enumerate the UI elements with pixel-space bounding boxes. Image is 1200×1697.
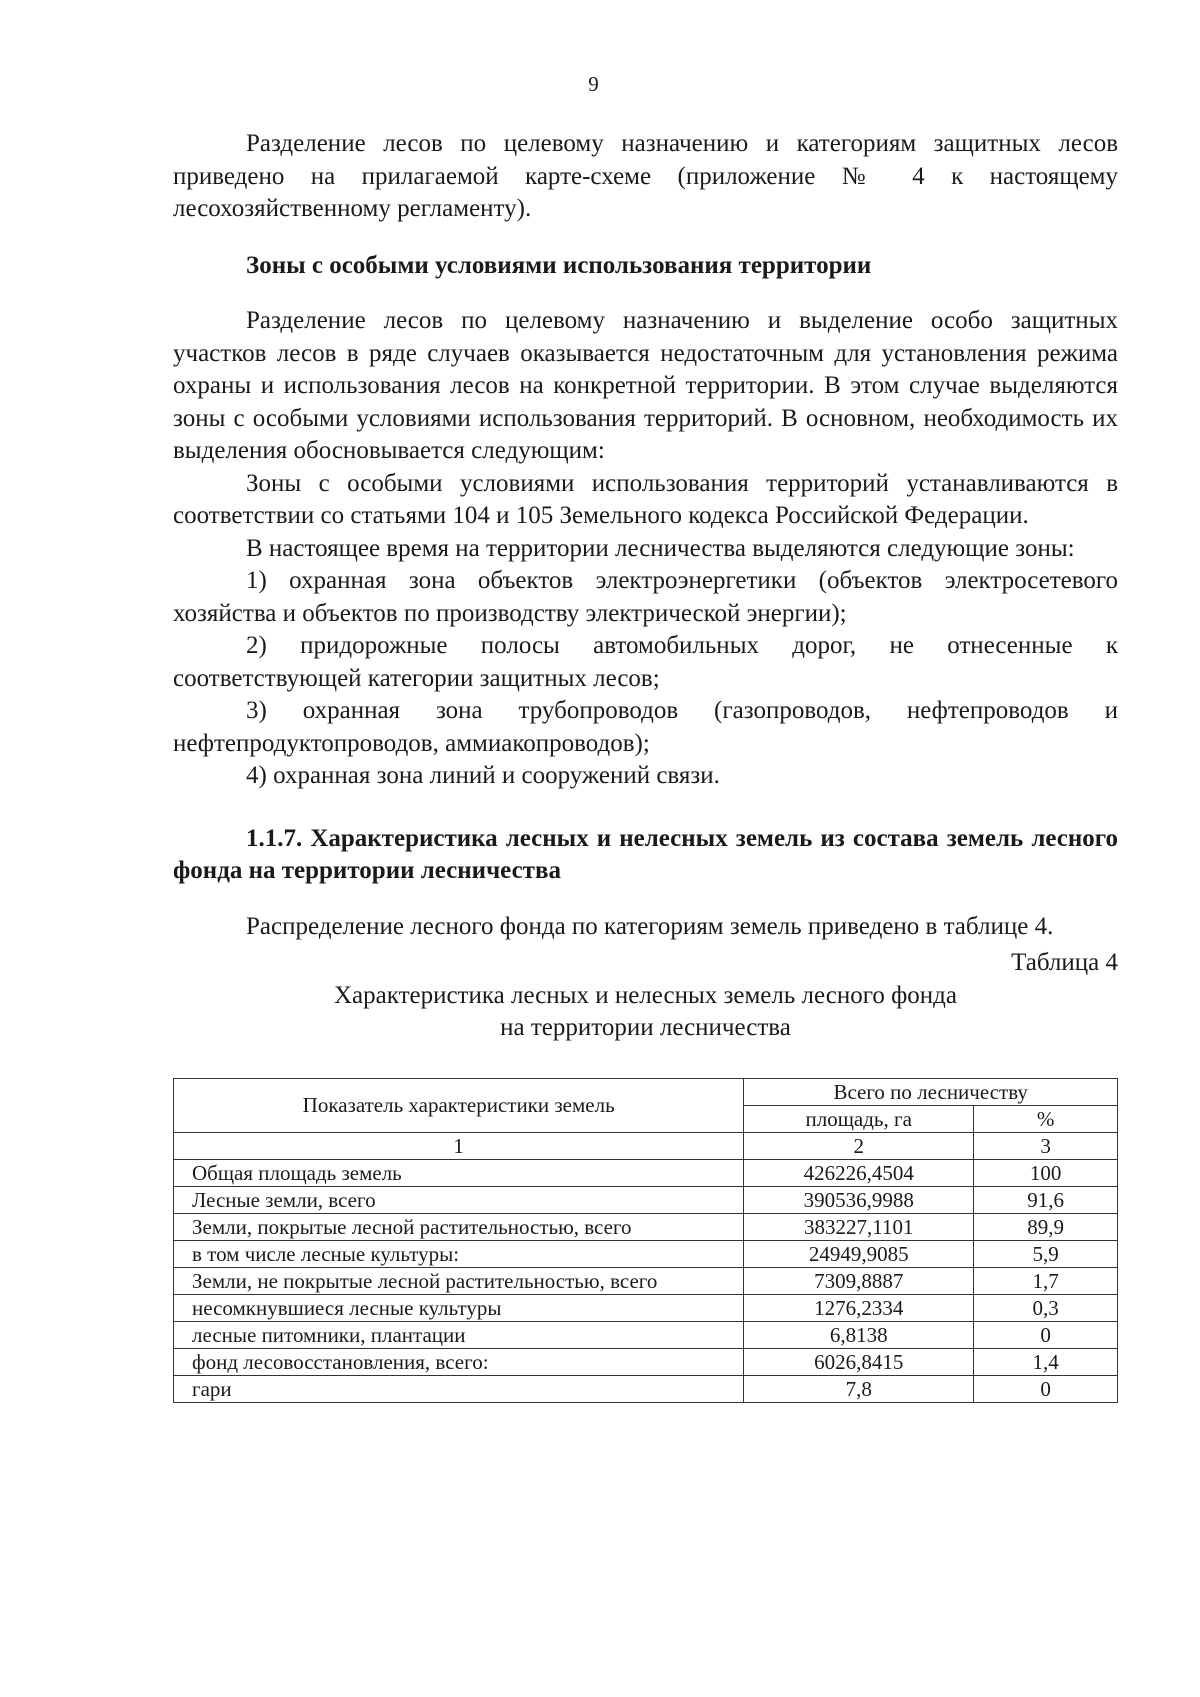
column-number: 3 <box>974 1132 1118 1159</box>
row-label: Земли, не покрытые лесной растительностью, всего <box>174 1267 744 1294</box>
table-row <box>174 1348 1118 1375</box>
row-area: 24949,9085 <box>744 1240 974 1267</box>
document-body <box>173 128 1118 1403</box>
row-label: фонд лесовосстановления, всего: <box>174 1348 744 1375</box>
table-row <box>174 1240 1118 1267</box>
table-number: Таблица 4 <box>1011 949 1118 976</box>
row-area: 383227,1101 <box>744 1213 974 1240</box>
table-header-row <box>174 1078 1118 1105</box>
row-label: гари <box>174 1375 744 1402</box>
table-row <box>174 1159 1118 1186</box>
header-area: площадь, га <box>744 1105 974 1132</box>
row-label: несомкнувшиеся лесные культуры <box>174 1294 744 1321</box>
table-caption: Характеристика лесных и нелесных земель лесного фонда <box>334 981 957 1009</box>
zone-list-item: 3) охранная зона трубопроводов (газопроводов, нефтепроводов и нефтепродуктопроводов, аммиакопроводов); <box>173 697 1118 757</box>
row-area: 426226,4504 <box>744 1159 974 1186</box>
table-row <box>174 1213 1118 1240</box>
table-caption: на территории лесничества <box>500 1014 791 1041</box>
land-table <box>173 1078 1118 1403</box>
page-number: 9 <box>588 72 599 96</box>
row-area: 7309,8887 <box>744 1267 974 1294</box>
column-number: 2 <box>744 1132 974 1159</box>
row-percent: 0 <box>974 1375 1118 1402</box>
zones-paragraph: В настоящее время на территории лесничества выделяются следующие зоны: <box>246 534 1075 562</box>
table-row <box>174 1267 1118 1294</box>
intro-paragraph: Разделение лесов по целевому назначению и категориям защитных лесов приведено на прилагаемой карте-схеме (приложение № 4 к настоящему лесохозяйственному регламенту). <box>173 130 1118 222</box>
row-area: 6,8138 <box>744 1321 974 1348</box>
row-label: Общая площадь земель <box>174 1159 744 1186</box>
row-percent: 91,6 <box>974 1186 1118 1213</box>
row-area: 6026,8415 <box>744 1348 974 1375</box>
header-percent: % <box>974 1105 1118 1132</box>
zones-paragraph: Зоны с особыми условиями использования территорий устанавливаются в соответствии со статьями 104 и 105 Земельного кодекса Российской Федерации. <box>173 469 1118 529</box>
column-number: 1 <box>174 1132 744 1159</box>
row-percent: 0,3 <box>974 1294 1118 1321</box>
land-section-heading: 1.1.7. Характеристика лесных и нелесных земель из состава земель лесного фонда на территории лесничества <box>173 824 1118 884</box>
zone-list-item: 4) охранная зона линий и сооружений связи. <box>246 762 720 789</box>
row-label: Земли, покрытые лесной растительностью, всего <box>174 1213 744 1240</box>
table-row <box>174 1186 1118 1213</box>
zone-list-item: 2) придорожные полосы автомобильных дорог, не отнесенные к соответствующей категории защитных лесов; <box>173 632 1118 692</box>
land-paragraph: Распределение лесного фонда по категориям земель приведено в таблице 4. <box>246 912 1054 940</box>
row-percent: 1,7 <box>974 1267 1118 1294</box>
header-total-group: Всего по лесничеству <box>744 1078 1118 1105</box>
table-row <box>174 1375 1118 1402</box>
row-percent: 0 <box>974 1321 1118 1348</box>
row-percent: 5,9 <box>974 1240 1118 1267</box>
zone-list-item: 1) охранная зона объектов электроэнергетики (объектов электросетевого хозяйства и объектов по производству электрической энергии); <box>173 567 1118 627</box>
row-percent: 100 <box>974 1159 1118 1186</box>
zones-heading: Зоны с особыми условиями использования территории <box>246 251 872 279</box>
row-percent: 89,9 <box>974 1213 1118 1240</box>
row-area: 390536,9988 <box>744 1186 974 1213</box>
row-label: лесные питомники, плантации <box>174 1321 744 1348</box>
header-indicator: Показатель характеристики земель <box>174 1078 744 1132</box>
table-column-numbers-row <box>174 1132 1118 1159</box>
row-label: Лесные земли, всего <box>174 1186 744 1213</box>
row-area: 7,8 <box>744 1375 974 1402</box>
zones-paragraph: Разделение лесов по целевому назначению и выделение особо защитных участков лесов в ряде случаев оказывается недостаточным для установления режима охраны и использования лесов на конкретной территории. В этом случае выделяются зоны с особыми условиями использования территорий. В основном, необходимость их выделения обосновывается следующим: <box>173 307 1118 464</box>
table-row <box>174 1321 1118 1348</box>
row-area: 1276,2334 <box>744 1294 974 1321</box>
table-row <box>174 1294 1118 1321</box>
row-percent: 1,4 <box>974 1348 1118 1375</box>
row-label: в том числе лесные культуры: <box>174 1240 744 1267</box>
